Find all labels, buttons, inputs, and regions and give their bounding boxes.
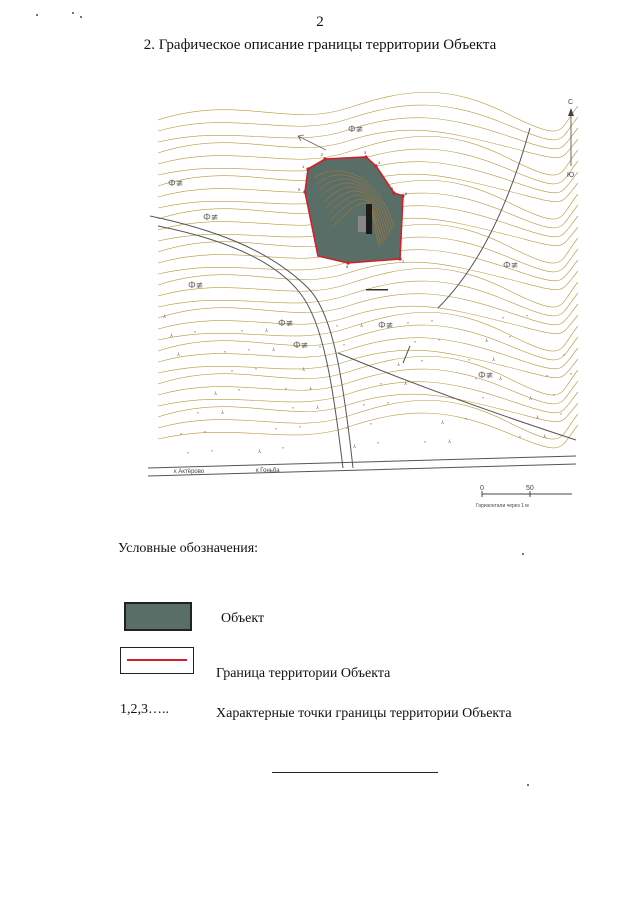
contour-line bbox=[158, 338, 578, 369]
meadow-icon: " bbox=[238, 389, 241, 395]
contour-line bbox=[158, 394, 578, 422]
meadow-icon: " bbox=[248, 349, 251, 355]
meadow-icon: ⅄ bbox=[258, 449, 262, 455]
meadow-icon: " bbox=[319, 346, 322, 352]
boundary-point-label-9: 9 bbox=[298, 187, 301, 192]
meadow-icon: " bbox=[380, 383, 383, 389]
meadow-icon: ⅄ bbox=[221, 410, 225, 416]
contour-line bbox=[158, 92, 578, 131]
meadow-icon: " bbox=[424, 441, 427, 447]
contour-line bbox=[158, 130, 578, 158]
meadow-icon: " bbox=[421, 360, 424, 366]
legend-object-swatch bbox=[124, 602, 192, 631]
tree-icon: Ф≢ bbox=[278, 319, 294, 329]
meadow-icon: " bbox=[231, 370, 234, 376]
tree-icon: Ф≢ bbox=[168, 179, 184, 189]
meadow-icon: ⅄ bbox=[529, 396, 533, 402]
meadow-icon: " bbox=[414, 341, 417, 347]
meadow-icon: ⅄ bbox=[163, 314, 167, 320]
meadow-icon: " bbox=[563, 354, 566, 360]
meadow-icon: " bbox=[241, 330, 244, 336]
meadow-icon: ⅄ bbox=[543, 434, 547, 440]
meadow-icon: " bbox=[363, 404, 366, 410]
tree-icon: Ф≢ bbox=[478, 371, 494, 381]
meadow-icon: ⅄ bbox=[177, 352, 181, 358]
contour-line bbox=[158, 281, 578, 316]
meadow-icon: " bbox=[560, 413, 563, 419]
boundary-point-label-3: 3 bbox=[364, 150, 367, 155]
boundary-point-label-5: 5 bbox=[391, 186, 394, 191]
meadow-icon: ⅄ bbox=[536, 415, 540, 421]
road-label-aktyorovo: к Актёрово bbox=[174, 469, 205, 475]
scale-label-zero: 0 bbox=[480, 485, 484, 492]
meadow-icon: " bbox=[336, 325, 339, 331]
contour-line bbox=[158, 413, 578, 448]
meadow-icon: ⅄ bbox=[441, 420, 445, 426]
meadow-icon: " bbox=[465, 418, 468, 424]
meadow-icon: " bbox=[546, 375, 549, 381]
meadow-icon: " bbox=[502, 317, 505, 323]
meadow-icon: " bbox=[519, 436, 522, 442]
compass-north-label: С bbox=[568, 99, 574, 106]
meadow-icon: ⅄ bbox=[397, 362, 401, 368]
tree-icon: Ф≢ bbox=[378, 321, 394, 331]
meadow-icon: ⅄ bbox=[309, 386, 313, 392]
contour-line bbox=[158, 105, 578, 140]
meadow-icon: " bbox=[211, 450, 214, 456]
boundary-point-label-4: 4 bbox=[378, 160, 381, 165]
contour-line bbox=[158, 294, 578, 325]
legend-heading: Условные обозначения: bbox=[118, 541, 259, 556]
meadow-icon: " bbox=[299, 426, 302, 432]
meadow-icon: " bbox=[407, 322, 410, 328]
meadow-icon: " bbox=[255, 368, 258, 374]
meadow-icon: " bbox=[187, 452, 190, 458]
meadow-icon: " bbox=[194, 331, 197, 337]
tree-icon: Ф≢ bbox=[503, 261, 519, 271]
contour-line bbox=[158, 306, 578, 334]
meadow-icon: " bbox=[370, 423, 373, 429]
topographic-map bbox=[148, 88, 588, 518]
meadow-icon: " bbox=[180, 433, 183, 439]
meadow-icon: " bbox=[526, 315, 529, 321]
legend-object-label: Объект bbox=[221, 611, 265, 626]
legend-points-label: Характерные точки границы территории Объекта bbox=[216, 706, 512, 721]
boundary-line-icon bbox=[127, 659, 187, 661]
scan-speck bbox=[527, 784, 529, 786]
contour-line bbox=[158, 268, 578, 307]
compass-south-label: Ю bbox=[567, 172, 575, 179]
meadow-icon: " bbox=[509, 336, 512, 342]
meadow-icon: ⅄ bbox=[448, 439, 452, 445]
meadow-icon: ⅄ bbox=[316, 405, 320, 411]
meadow-icon: " bbox=[387, 402, 390, 408]
meadow-icon: ⅄ bbox=[346, 425, 350, 431]
meadow-icon: ⅄ bbox=[214, 391, 218, 397]
meadow-icon: ⅄ bbox=[404, 381, 408, 387]
meadow-icon: ⅄ bbox=[499, 376, 503, 382]
meadow-icon: " bbox=[553, 394, 556, 400]
scan-speck bbox=[72, 12, 74, 14]
meadow-icon: ⅄ bbox=[353, 444, 357, 450]
scan-speck bbox=[522, 553, 524, 555]
legend-boundary-swatch bbox=[120, 647, 194, 674]
tree-icon: Ф≢ bbox=[188, 281, 204, 291]
meadow-icon: ⅄ bbox=[265, 328, 269, 334]
meadow-icon: " bbox=[275, 428, 278, 434]
boundary-point-label-8: 8 bbox=[346, 264, 349, 269]
meadow-icon: ⅄ bbox=[170, 333, 174, 339]
meadow-icon: " bbox=[224, 351, 227, 357]
meadow-icon: " bbox=[570, 373, 573, 379]
scale-bar bbox=[476, 485, 572, 509]
meadow-icon: " bbox=[458, 399, 461, 405]
meadow-icon: " bbox=[482, 397, 485, 403]
contour-line bbox=[158, 312, 578, 351]
meadow-icon: " bbox=[343, 344, 346, 350]
meadow-icon: " bbox=[468, 359, 471, 365]
meadow-icon: " bbox=[204, 431, 207, 437]
contour-line bbox=[158, 356, 578, 395]
meadow-icon: ⅄ bbox=[492, 357, 496, 363]
meadow-icon: " bbox=[282, 447, 285, 453]
meadow-icon: ⅄ bbox=[485, 338, 489, 344]
tree-icon: Ф≢ bbox=[293, 341, 309, 351]
site-map bbox=[148, 88, 588, 518]
building-annex bbox=[358, 216, 366, 232]
meadow-icon: " bbox=[431, 320, 434, 326]
scale-caption: Горизонтали через 1 м bbox=[476, 503, 529, 509]
contour-line bbox=[158, 369, 578, 404]
road-label-gonba: к Гоньба bbox=[256, 468, 280, 474]
map-label-rect bbox=[366, 289, 388, 291]
legend-boundary-label: Граница территории Объекта bbox=[216, 666, 391, 681]
contour-line bbox=[158, 325, 578, 360]
meadow-icon: " bbox=[475, 378, 478, 384]
scale-label-fifty: 50 bbox=[526, 485, 534, 492]
meadow-icon: ⅄ bbox=[302, 367, 306, 373]
meadow-icon: ⅄ bbox=[360, 323, 364, 329]
meadow-icon: ⅄ bbox=[272, 347, 276, 353]
object-territory bbox=[305, 157, 403, 263]
building bbox=[366, 204, 372, 234]
scan-speck bbox=[36, 14, 38, 16]
signature-line bbox=[272, 772, 438, 773]
meadow-icon: " bbox=[197, 412, 200, 418]
tree-icon: Ф≢ bbox=[348, 125, 364, 135]
boundary-point-label-6: 6 bbox=[405, 191, 408, 196]
meadow-icon: " bbox=[438, 339, 441, 345]
boundary-point-label-7: 7 bbox=[402, 259, 405, 264]
boundary-point-label-2: 2 bbox=[321, 152, 324, 157]
page-title: 2. Графическое описание границы территории Объекта bbox=[143, 37, 497, 53]
meadow-icon: " bbox=[326, 365, 329, 371]
meadow-icon: " bbox=[292, 407, 295, 413]
page-number: 2 bbox=[316, 14, 324, 30]
boundary-point-label-1: 1 bbox=[302, 164, 305, 169]
tree-icon: Ф≢ bbox=[203, 213, 219, 223]
meadow-icon: " bbox=[285, 388, 288, 394]
legend-points-sample: 1,2,3….. bbox=[120, 702, 169, 717]
meadow-icon: " bbox=[377, 442, 380, 448]
scan-speck bbox=[80, 16, 82, 18]
